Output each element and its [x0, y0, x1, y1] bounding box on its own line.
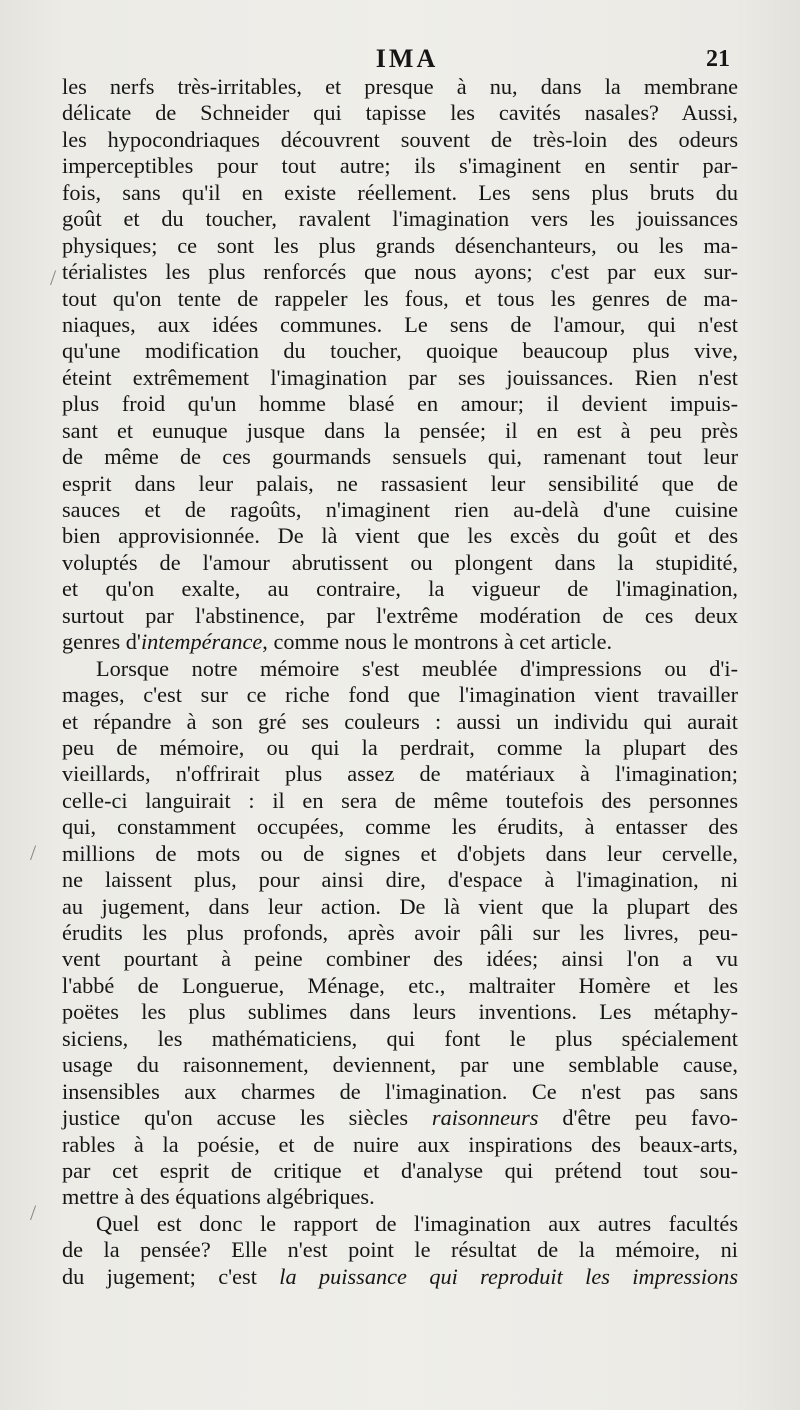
text-run: qui, constamment occupées, comme les érudits, à entasser des [62, 814, 738, 840]
text-line [62, 1211, 738, 1237]
text-line [62, 365, 738, 391]
text-run: rables à la poésie, et de nuire aux inspirations des beaux-arts, [62, 1131, 738, 1157]
text-line [62, 709, 738, 735]
italic-text: raisonneurs [431, 1105, 539, 1131]
text-run: justice qu'on accuse les siècles [62, 1105, 432, 1131]
text-line [62, 127, 738, 153]
running-title: IMA [375, 44, 439, 73]
text-run: peu de mémoire, ou qui la perdrait, comme la plupart des [62, 734, 738, 760]
text-line [62, 418, 738, 444]
text-line [62, 153, 738, 179]
text-line [62, 1158, 738, 1184]
text-line [62, 894, 738, 920]
text-line [62, 444, 738, 470]
text-run: sauces et de ragoûts, n'imaginent rien au-delà d'une cuisine [62, 497, 738, 522]
text-line [62, 550, 738, 576]
text-line [62, 338, 738, 364]
text-line [62, 682, 738, 708]
text-line [62, 576, 738, 602]
margin-mark: / [30, 1200, 37, 1225]
text-run: mages, c'est sur ce riche fond que l'imagination vient travailler [62, 682, 738, 708]
text-line [62, 629, 738, 655]
text-run: ne laissent plus, pour ainsi dire, d'espace à l'imagination, ni [62, 867, 738, 893]
text-run: et qu'on exalte, au contraire, la vigueur de l'imagination, [62, 576, 738, 602]
text-line [62, 471, 738, 497]
text-run: délicate de Schneider qui tapisse les cavités nasales? Aussi, [62, 100, 738, 126]
text-line [62, 1237, 738, 1263]
text-line [62, 1264, 738, 1290]
text-line [62, 1184, 738, 1210]
text-line [62, 100, 738, 126]
text-line [62, 920, 738, 946]
text-line [62, 1105, 738, 1131]
text-line [62, 312, 738, 338]
text-line [62, 391, 738, 417]
text-run: Lorsque notre mémoire s'est meublée d'impressions ou d'i- [96, 655, 738, 681]
text-run: usage du raisonnement, deviennent, par une semblable cause, [62, 1052, 738, 1078]
text-run: tout qu'on tente de rappeler les fous, et tous les genres de ma- [62, 285, 738, 311]
text-run: Quel est donc le rapport de l'imagination aux autres facultés [96, 1210, 738, 1236]
text-run: plus froid qu'un homme blasé en amour; il devient impuis- [62, 391, 738, 417]
text-run: mettre à des équations algébriques. [62, 1184, 375, 1210]
text-line [62, 286, 738, 312]
text-run: , comme nous le montrons à cet article. [262, 629, 613, 655]
text-line [62, 259, 738, 285]
text-run: au jugement, dans leur action. De là vient que la plupart des [62, 893, 738, 919]
text-run: fois, sans qu'il en existe réellement. Les sens plus bruts du [62, 179, 738, 205]
text-run: par cet esprit de critique et d'analyse qui prétend tout sou- [62, 1157, 738, 1183]
text-run: éteint extrêmement l'imagination par ses jouissances. Rien n'est [62, 364, 738, 390]
text-run: sant et eunuque jusque dans la pensée; il en est à peu près [62, 417, 738, 443]
text-run: et répandre à son gré ses couleurs : aussi un individu qui aurait [62, 708, 738, 734]
text-line [62, 1132, 738, 1158]
text-run: insensibles aux charmes de l'imagination. Ce n'est pas sans [62, 1078, 738, 1104]
margin-mark: / [50, 265, 57, 290]
page-number: 21 [706, 46, 730, 72]
text-run: vent pourtant à peine combiner des idées; ainsi l'on a vu [62, 946, 738, 972]
text-line [62, 999, 738, 1025]
text-line [62, 946, 738, 972]
text-line [62, 761, 738, 787]
text-line [62, 788, 738, 814]
text-line [62, 603, 738, 629]
italic-text: intempérance [140, 629, 263, 655]
text-line [62, 1026, 738, 1052]
text-run: les hypocondriaques découvrent souvent de très-loin des odeurs [62, 126, 738, 152]
text-run: l'abbé de Longuerue, Ménage, etc., maltraiter Homère et les [62, 972, 738, 998]
text-run: niaques, aux idées communes. Le sens de l'amour, qui n'est [62, 311, 738, 337]
text-line [62, 1079, 738, 1105]
text-line [62, 814, 738, 840]
text-run: du jugement; c'est [62, 1263, 280, 1289]
text-line [62, 180, 738, 206]
text-run: d'être peu favo- [538, 1105, 738, 1131]
text-run: millions de mots ou de signes et d'objets dans leur cervelle, [62, 840, 738, 866]
text-line [62, 74, 738, 100]
text-run: qu'une modification du toucher, quoique beaucoup plus vive, [62, 338, 738, 364]
text-run: imperceptibles pour tout autre; ils s'imaginent en sentir par- [62, 153, 738, 179]
margin-mark: / [30, 840, 37, 865]
text-run: térialistes les plus renforcés que nous ayons; c'est par eux sur- [62, 259, 738, 285]
text-line [62, 973, 738, 999]
text-run: goût et du toucher, ravalent l'imagination vers les jouissances [62, 206, 738, 232]
text-run: les nerfs très-irritables, et presque à nu, dans la membrane [62, 74, 738, 99]
italic-text: la puissance qui reproduit les impressions [279, 1263, 738, 1289]
text-run: de même de ces gourmands sensuels qui, ramenant tout leur [62, 444, 738, 470]
text-run: celle-ci languirait : il en sera de même toutefois des personnes [62, 787, 738, 813]
text-run: physiques; ce sont les plus grands désenchanteurs, ou les ma- [62, 232, 738, 258]
text-run: de la pensée? Elle n'est point le résultat de la mémoire, ni [62, 1237, 738, 1263]
text-run: vieillards, n'offrirait plus assez de matériaux à l'imagination; [62, 761, 738, 787]
text-run: genres d' [62, 629, 141, 655]
text-line [62, 233, 738, 259]
text-line [62, 841, 738, 867]
text-run: érudits les plus profonds, après avoir pâli sur les livres, peu- [62, 920, 738, 945]
text-run: siciens, les mathématiciens, qui font le plus spécialement [62, 1025, 738, 1051]
text-run: poëtes les plus sublimes dans leurs inventions. Les métaphy- [62, 999, 738, 1025]
text-line [62, 1052, 738, 1078]
text-line [62, 656, 738, 682]
text-run: voluptés de l'amour abrutissent ou plongent dans la stupidité, [62, 549, 738, 575]
text-line [62, 523, 738, 549]
text-line [62, 206, 738, 232]
text-line [62, 867, 738, 893]
text-line [62, 497, 738, 523]
text-run: bien approvisionnée. De là vient que les excès du goût et des [62, 523, 738, 549]
text-run: esprit dans leur palais, ne rassasient leur sensibilité que de [62, 470, 738, 496]
text-run: surtout par l'abstinence, par l'extrême modération de ces deux [62, 602, 738, 628]
text-line [62, 735, 738, 761]
body-text [62, 74, 738, 1290]
running-head [0, 44, 800, 74]
